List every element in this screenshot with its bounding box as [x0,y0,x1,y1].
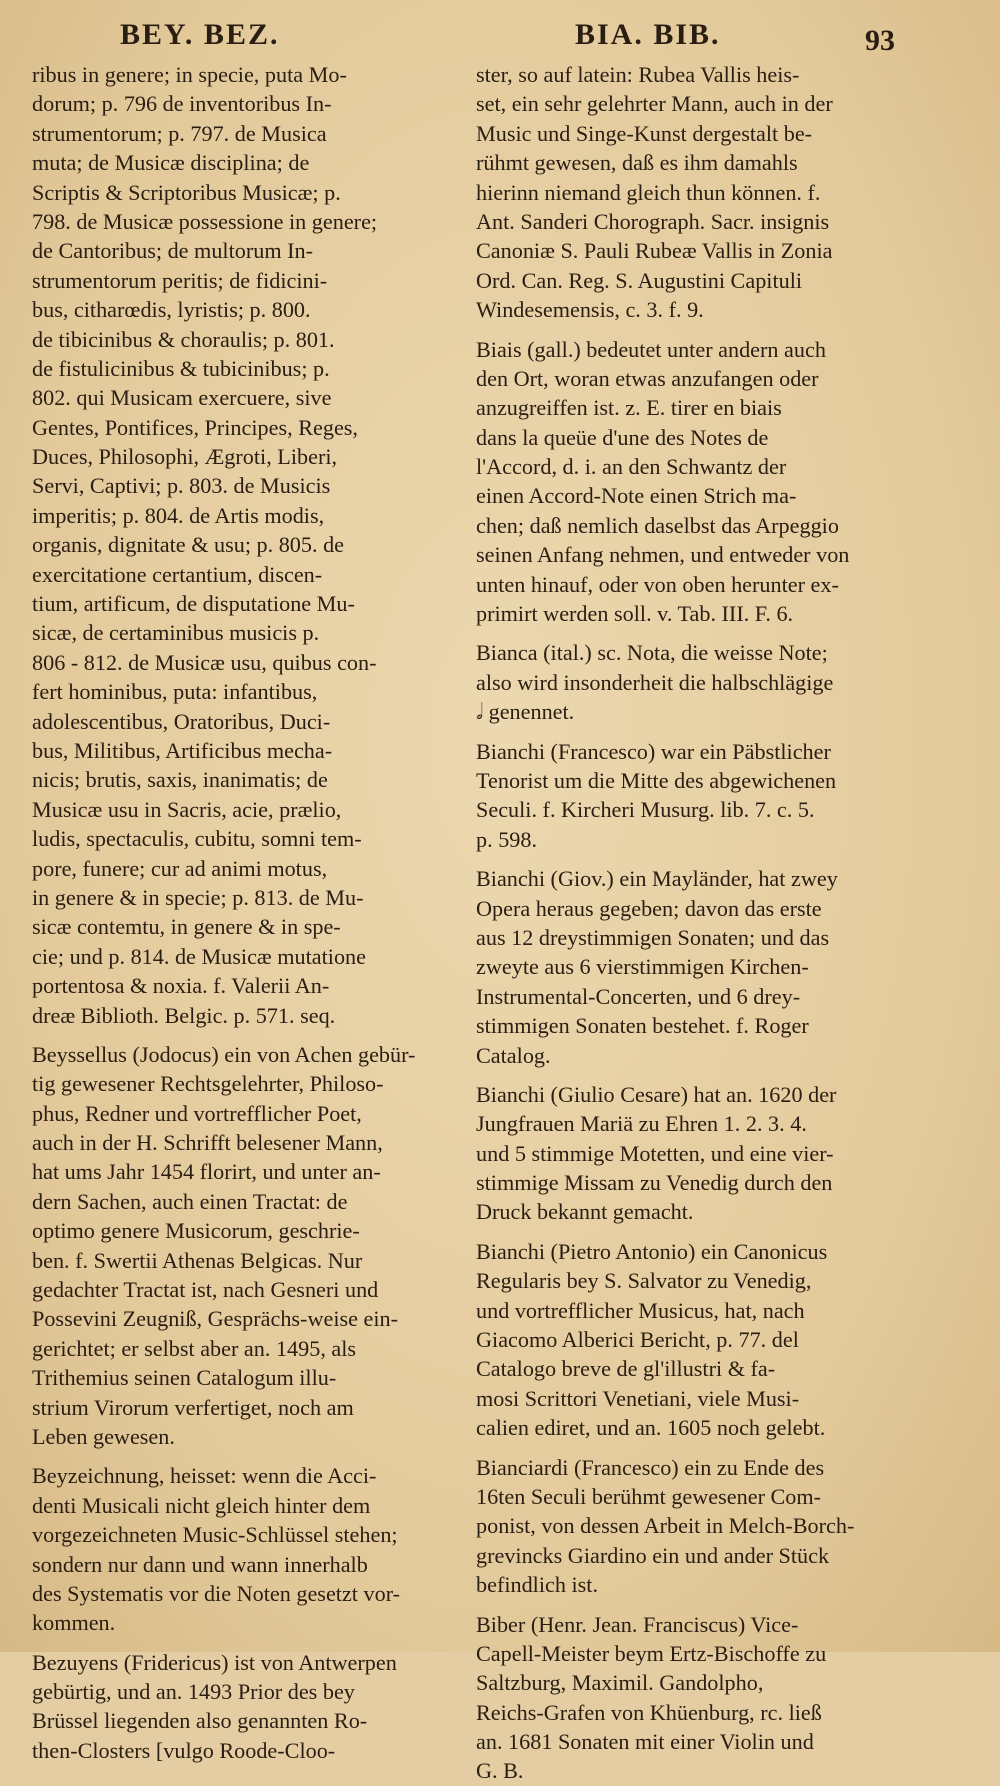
text-line: sondern nur dann und wann innerhalb [32,1551,368,1577]
text-line: hierinn niemand gleich thun können. f. [476,179,821,205]
running-head-left: BEY. BEZ. [120,18,280,51]
text-line: phus, Redner und vortrefflicher Poet, [32,1100,362,1126]
text-line: de Cantoribus; de multorum In- [32,238,313,264]
text-line: Brüssel liegenden also genannten Ro- [32,1708,368,1734]
text-line: 798. de Musicæ possessione in genere; [32,208,378,234]
text-line: dans la queüe d'une des Notes de [476,424,769,450]
text-line: calien ediret, und an. 1605 noch gelebt. [476,1415,826,1441]
text-line: gedachter Tractat ist, nach Gesneri und [32,1277,379,1303]
text-line: ribus in genere; in specie, puta Mo- [32,62,347,87]
text-line: chen; daß nemlich daselbst das Arpeggio [476,512,839,538]
text-line: strumentorum peritis; de fidicini- [32,267,328,293]
text-line: sicæ, de certaminibus musicis p. [32,620,320,646]
text-line: Bezuyens (Fridericus) ist von Antwerpen [32,1649,397,1675]
text-line: Catalogo breve de gl'illustri & fa- [476,1356,776,1382]
text-line: set, ein sehr gelehrter Mann, auch in der [476,91,833,117]
text-line: gebürtig, und an. 1493 Prior des bey [32,1679,355,1705]
text-line: tig gewesener Rechtsgelehrter, Philoso- [32,1071,384,1097]
right-column [476,60,891,1786]
text-line: also wird insonderheit die halbschlägige [476,669,834,695]
text-line: stimmige Missam zu Venedig durch den [476,1170,833,1196]
text-line: Catalog. [476,1042,551,1068]
text-line: fert hominibus, puta: infantibus, [32,679,318,705]
entry-gap [476,1070,891,1080]
text-line: Trithemius seinen Catalogum illu- [32,1365,337,1391]
text-line: und vortrefflicher Musicus, hat, nach [476,1297,805,1323]
text-line: Capell-Meister beym Ertz-Bischoffe zu [476,1640,827,1666]
text-line: Ord. Can. Reg. S. Augustini Capituli [476,267,803,293]
text-line: Musicæ usu in Sacris, acie, prælio, [32,796,342,822]
text-line: ponist, von dessen Arbeit in Melch-Borch- [476,1513,855,1539]
text-line: Music und Singe-Kunst dergestalt be- [476,120,813,146]
text-line: Tenorist um die Mitte des abgewichenen [476,767,837,793]
text-line: Opera heraus gegeben; davon das erste [476,895,822,921]
text-line: dreæ Biblioth. Belgic. p. 571. seq. [32,1002,336,1028]
text-line: 𝅗𝅥 genennet. [476,699,575,725]
text-line: Seculi. f. Kircheri Musurg. lib. 7. c. 5. [476,797,815,823]
text-line: Biais (gall.) bedeutet unter andern auch [476,336,826,362]
text-line: sicæ contemtu, in genere & in spe- [32,914,341,940]
text-line: Bianchi (Giulio Cesare) hat an. 1620 der [476,1081,837,1107]
text-line: an. 1681 Sonaten mit einer Violin und [476,1729,814,1755]
text-line: G. B. [476,1758,524,1784]
entry-gap [32,1451,438,1461]
text-line: Bianca (ital.) sc. Nota, die weisse Note; [476,640,828,666]
text-line: exercitatione certantium, discen- [32,561,323,587]
running-head-right: BIA. BIB. [575,18,721,51]
entry-gap [476,727,891,737]
text-line: ben. f. Swertii Athenas Belgicas. Nur [32,1247,363,1273]
text-line: 16ten Seculi berühmt gewesener Com- [476,1483,822,1509]
text-line: Servi, Captivi; p. 803. de Musicis [32,473,331,499]
text-line: Bianchi (Giov.) ein Mayländer, hat zwey [476,866,838,892]
text-line: tium, artificum, de disputatione Mu- [32,591,355,617]
text-line: dorum; p. 796 de inventoribus In- [32,91,332,117]
text-line: de tibicinibus & choraulis; p. 801. [32,326,335,352]
text-line: strium Virorum verfertiget, noch am [32,1394,354,1420]
text-line: bus, Militibus, Artificibus mecha- [32,737,333,763]
text-line: pore, funere; cur ad animi motus, [32,855,328,881]
entry-gap [476,854,891,864]
text-line: Canoniæ S. Pauli Rubeæ Vallis in Zonia [476,238,833,264]
page-number: 93 [865,24,895,57]
text-line: Druck bekannt gemacht. [476,1199,694,1225]
text-line: rühmt gewesen, daß es ihm damahls [476,150,798,176]
text-line: ludis, spectaculis, cubitu, somni tem- [32,826,362,852]
text-line: und 5 stimmige Motetten, und eine vier- [476,1140,834,1166]
text-line: Regularis bey S. Salvator zu Venedig, [476,1268,812,1294]
text-line: adolescentibus, Oratoribus, Duci- [32,708,331,734]
text-line: Giacomo Alberici Bericht, p. 77. del [476,1327,799,1353]
text-line: 806 - 812. de Musicæ usu, quibus con- [32,649,377,675]
text-line: Saltzburg, Maximil. Gandolpho, [476,1670,764,1696]
entry-gap [476,1227,891,1237]
text-line: Beyzeichnung, heisset: wenn die Acci- [32,1463,377,1489]
text-line: Instrumental-Concerten, und 6 drey- [476,983,801,1009]
text-line: Windesemensis, c. 3. f. 9. [476,297,704,323]
text-line: de fistulicinibus & tubicinibus; p. [32,355,330,381]
text-line: l'Accord, d. i. an den Schwantz der [476,454,787,480]
text-line: imperitis; p. 804. de Artis modis, [32,502,325,528]
entry-gap [476,1600,891,1610]
left-column [32,60,438,1765]
text-line: Gentes, Pontifices, Principes, Reges, [32,414,358,440]
text-line: Scriptis & Scriptoribus Musicæ; p. [32,179,341,205]
text-line: optimo genere Musicorum, geschrie- [32,1218,360,1244]
text-line: gerichtet; er selbst aber an. 1495, als [32,1335,357,1361]
text-line: primirt werden soll. v. Tab. III. F. 6. [476,601,794,627]
entry-gap [32,1638,438,1648]
text-line: mosi Scrittori Venetiani, viele Musi- [476,1385,800,1411]
text-line: Duces, Philosophi, Ægroti, Liberi, [32,444,338,470]
text-line: nicis; brutis, saxis, inanimatis; de [32,767,328,793]
text-line: strumentorum; p. 797. de Musica [32,120,327,146]
text-line: anzugreiffen ist. z. E. tirer en biais [476,395,782,421]
entry-gap [476,325,891,335]
text-line: befindlich ist. [476,1572,599,1598]
text-line: grevincks Giardino ein und ander Stück [476,1542,830,1568]
text-line: auch in der H. Schrifft belesener Mann, [32,1130,383,1156]
text-line: zweyte aus 6 vierstimmigen Kirchen- [476,954,809,980]
text-line: Bianchi (Francesco) war ein Päbstlicher [476,738,831,764]
text-line: den Ort, woran etwas anzufangen oder [476,365,819,391]
entry-gap [476,1443,891,1453]
text-line: ster, so auf latein: Rubea Vallis heis- [476,62,800,87]
text-line: denti Musicali nicht gleich hinter dem [32,1492,371,1518]
text-line: muta; de Musicæ disciplina; de [32,150,310,176]
text-line: Bianchi (Pietro Antonio) ein Canonicus [476,1238,828,1264]
text-line: Reichs-Grafen von Khüenburg, rc. ließ [476,1699,822,1725]
text-line: stimmigen Sonaten bestehet. f. Roger [476,1013,809,1039]
text-line: portentosa & noxia. f. Valerii An- [32,973,330,999]
text-line: des Systematis vor die Noten gesetzt vor- [32,1580,401,1606]
text-line: bus, citharœdis, lyristis; p. 800. [32,297,311,323]
text-line: Biber (Henr. Jean. Franciscus) Vice- [476,1611,799,1637]
entry-gap [476,628,891,638]
text-line: Possevini Zeugniß, Gesprächs-weise ein- [32,1306,399,1332]
text-line: seinen Anfang nehmen, und entweder von [476,542,850,568]
text-line: einen Accord-Note einen Strich ma- [476,483,797,509]
entry-gap [32,1030,438,1040]
text-line: cie; und p. 814. de Musicæ mutatione [32,943,366,969]
text-line: dern Sachen, auch einen Tractat: de [32,1188,348,1214]
text-line: unten hinauf, oder von oben herunter ex- [476,571,839,597]
text-line: aus 12 dreystimmigen Sonaten; und das [476,924,830,950]
text-line: Ant. Sanderi Chorograph. Sacr. insignis [476,208,830,234]
text-line: Jungfrauen Mariä zu Ehren 1. 2. 3. 4. [476,1111,807,1137]
text-line: kommen. [32,1610,116,1636]
text-line: Leben gewesen. [32,1423,175,1449]
text-line: organis, dignitate & usu; p. 805. de [32,532,345,558]
text-line: Bianciardi (Francesco) ein zu Ende des [476,1454,825,1480]
text-line: then-Closters [vulgo Roode-Cloo- [32,1737,336,1763]
text-line: Beyssellus (Jodocus) ein von Achen gebür- [32,1041,416,1067]
text-line: 802. qui Musicam exercuere, sive [32,385,332,411]
text-line: p. 598. [476,826,538,852]
text-line: vorgezeichneten Music-Schlüssel stehen; [32,1522,398,1548]
text-line: in genere & in specie; p. 813. de Mu- [32,884,364,910]
text-line: hat ums Jahr 1454 florirt, und unter an- [32,1159,381,1185]
